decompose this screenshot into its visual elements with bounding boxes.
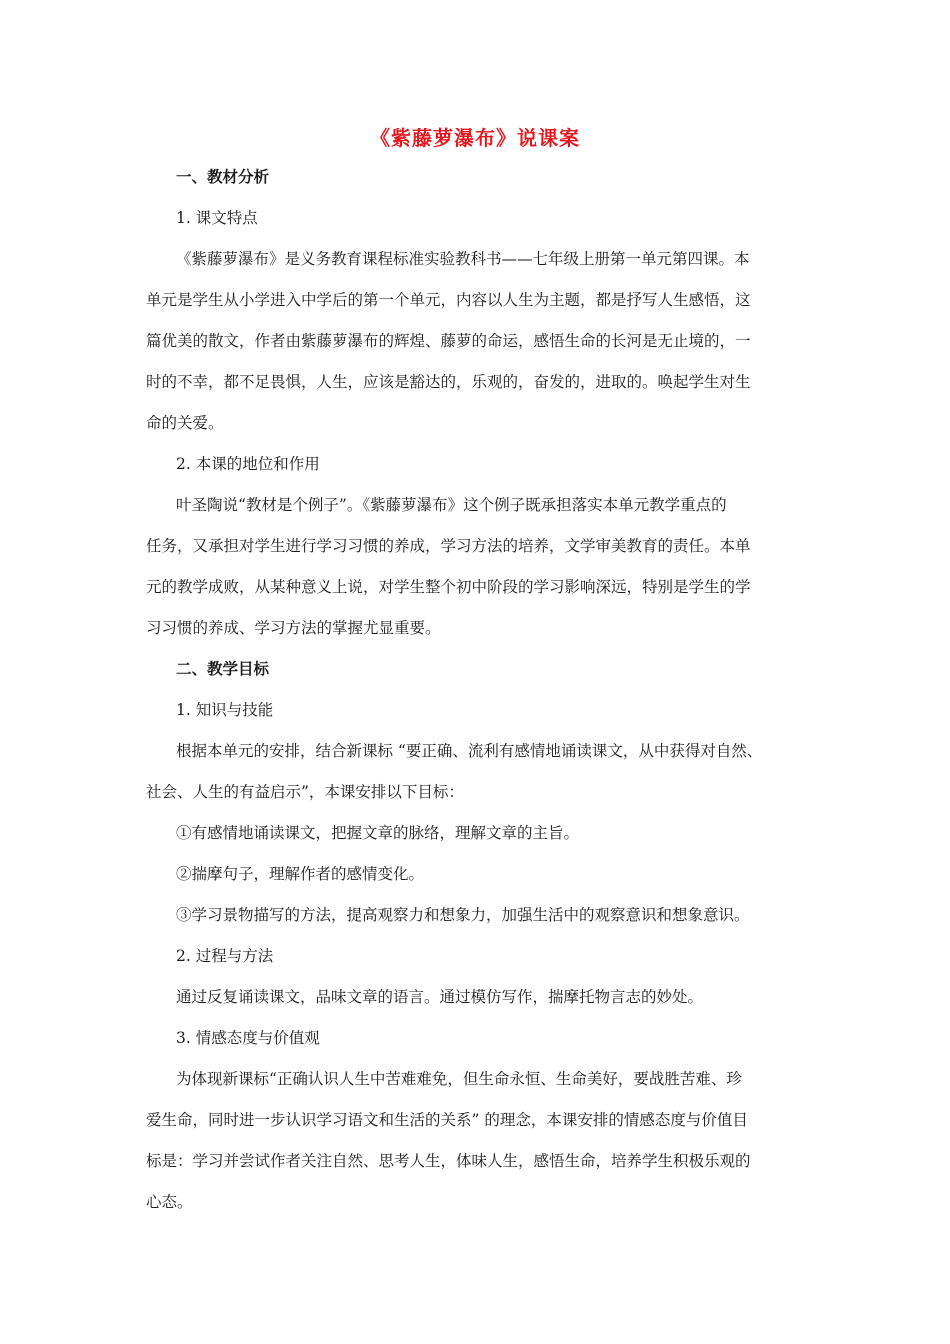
- subsection-heading: 2. 过程与方法: [176, 947, 274, 965]
- section-heading: 二、教学目标: [176, 660, 270, 678]
- subsection-heading: 1. 课文特点: [176, 209, 258, 227]
- paragraph-line: 《紫藤萝瀑布》是义务教育课程标准实验教科书——七年级上册第一单元第四课。本: [176, 250, 750, 268]
- subsection-heading: 1. 知识与技能: [176, 701, 274, 719]
- section-heading: 一、教材分析: [176, 168, 270, 186]
- document-body: [146, 164, 806, 1230]
- subsection-heading: 2. 本课的地位和作用: [176, 455, 320, 473]
- paragraph-line: 社会、人生的有益启示”，本课安排以下目标：: [146, 783, 464, 801]
- paragraph-line: 习习惯的养成、学习方法的掌握尤显重要。: [146, 619, 441, 637]
- paragraph-line: 篇优美的散文，作者由紫藤萝瀑布的辉煌、藤萝的命运，感悟生命的长河是无止境的，一: [146, 332, 751, 350]
- paragraph-line: 通过反复诵读课文，品味文章的语言。通过模仿写作，揣摩托物言志的妙处。: [176, 988, 704, 1006]
- paragraph-line: 标是：学习并尝试作者关注自然、思考人生，体味人生，感悟生命，培养学生积极乐观的: [146, 1152, 751, 1170]
- paragraph-line: 命的关爱。: [146, 414, 224, 432]
- paragraph-line: 根据本单元的安排，结合新课标 “要正确、流利有感情地诵读课文，从中获得对自然、: [176, 742, 763, 760]
- paragraph-line: ①有感情地诵读课文，把握文章的脉络，理解文章的主旨。: [176, 824, 580, 842]
- paragraph-line: 为体现新课标“正确认识人生中苦难难免，但生命永恒、生命美好，要战胜苦难、珍: [176, 1070, 742, 1088]
- paragraph-line: 元的教学成败，从某种意义上说，对学生整个初中阶段的学习影响深远，特别是学生的学: [146, 578, 751, 596]
- paragraph-line: ②揣摩句子，理解作者的感情变化。: [176, 865, 425, 883]
- document-title: 《紫藤萝瀑布》说课案: [370, 126, 580, 150]
- paragraph-line: 叶圣陶说“教材是个例子”。《紫藤萝瀑布》这个例子既承担落实本单元教学重点的: [176, 496, 727, 514]
- paragraph-line: 时的不幸，都不足畏惧，人生，应该是豁达的，乐观的，奋发的，进取的。唤起学生对生: [146, 373, 751, 391]
- paragraph-line: 爱生命，同时进一步认识学习语文和生活的关系” 的理念，本课安排的情感态度与价值目: [146, 1111, 748, 1129]
- paragraph-line: 心态。: [146, 1193, 193, 1211]
- paragraph-line: 单元是学生从小学进入中学后的第一个单元，内容以人生为主题，都是抒写人生感悟，这: [146, 291, 751, 309]
- subsection-heading: 3. 情感态度与价值观: [176, 1029, 320, 1047]
- paragraph-line: ③学习景物描写的方法，提高观察力和想象力，加强生活中的观察意识和想象意识。: [176, 906, 750, 924]
- paragraph-line: 任务，又承担对学生进行学习习惯的养成，学习方法的培养，文学审美教育的责任。本单: [146, 537, 751, 555]
